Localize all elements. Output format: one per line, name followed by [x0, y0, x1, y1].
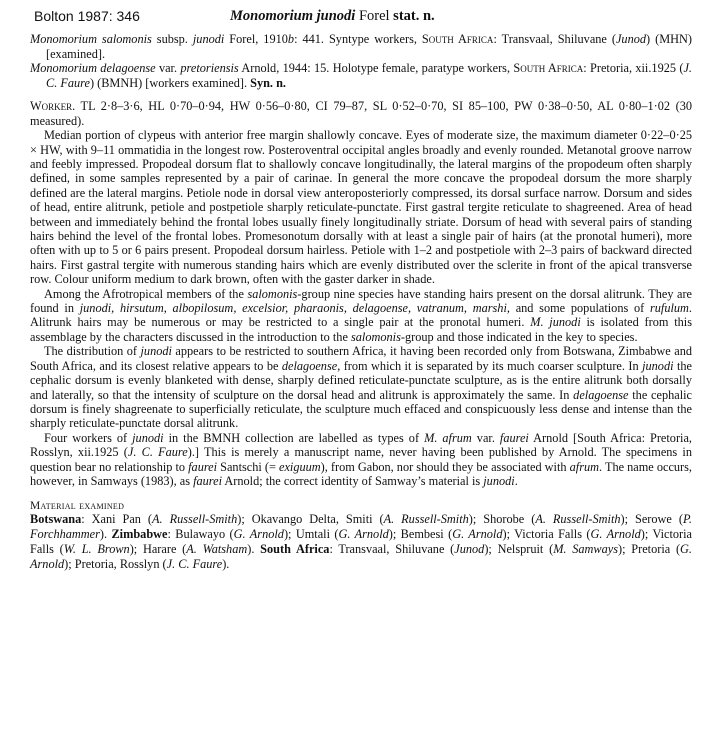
synonymy-block [30, 32, 692, 90]
country-south-africa: South Africa [260, 542, 330, 557]
discussion-paragraph: Among the Afrotropical members of the salomonis-group nine species have standing hairs present on the dorsal alitrunk. They are found in junodi, hirsutum, albopilosum, excelsior, pharaonis, delagoense, vatranum, marshi, and some populations of rufulum. Alitrunk hairs may be numerous or may be restricted to a single pair at the pronotal humeri. M. junodi is isolated from this assemblage by the characters discussed in the introduction to the salomonis-group and those indicated in the key to species. [30, 286, 692, 344]
material-list: Botswana: Xani Pan (A. Russell-Smith); Okavango Delta, Smiti (A. Russell-Smith); Shorobe (A. Russell-Smith); Serowe (P. Forchhammer). Zimbabwe: Bulawayo (G. Arnold); Umtali (G. Arnold); Bembesi (G. Arnold); Victoria Falls (G. Arnold); Victoria Falls (W. L. Brown); Harare (A. Watsham). South Africa: Transvaal, Shiluvane (Junod); Nelspruit (M. Samways); Pretoria (G. Arnold); Pretoria, Rosslyn (J. C. Faure). [30, 512, 693, 572]
citation-reference: Bolton 1987: 346 [34, 8, 140, 24]
species-status: stat. n. [393, 8, 435, 24]
worker-description: Median portion of clypeus with anterior free margin shallowly concave. Eyes of moderate size, the maximum diameter 0·22–0·25 × HW, with 9–11 ommatidia in the longest row. Posteroventral occipital angles broadly and evenly rounded. Metanotal groove narrow and feebly impressed. Propodeal dorsum flat to shallowly concave longitudinally, the lateral margins of the propodeum often sharply defined, in some samples represented by a pair of carinae. In general the more concave the propodeal dorsum the more sharply defined are the lateral margins. Petiole node in dorsal view anteroposteriorly compressed, its dorsal surface narrow. Dorsum and sides of head, entire alitrunk, petiole and postpetiole sharply reticulate-punctate. First gastral tergite reticulate to shagreened. Area of head between and immediately behind the frontal lobes usually finely longitudinally striate. Dorsum of head with several pairs of standing hairs behind the level of the frontal lobes. Promesonotum dorsally with at least a single pair of hairs (at the pronotal humeri), more often with up to 5 or 6 pairs present. Propodeal dorsum hairless. Petiole with 1–2 and postpetiole with 2–3 pairs of backward directed hairs. First gastral tergite with numerous standing hairs which are evenly distributed over the sclerite in front of the apical transverse row. Colour uniform medium to dark brown, often with the gaster darker in shade. [30, 128, 692, 287]
species-name: Monomorium junodi [230, 8, 356, 24]
synonym-entry: Monomorium delagoense var. pretoriensis Arnold, 1944: 15. Holotype female, paratype workers, South Africa: Pretoria, xii.1925 (J. C. Faure) (BMNH) [workers examined]. Syn. n. [30, 61, 693, 90]
page-header [30, 8, 692, 32]
country-zimbabwe: Zimbabwe [111, 527, 168, 542]
synonym-entry: Monomorium salomonis subsp. junodi Forel, 1910b: 441. Syntype workers, South Africa: Transvaal, Shiluvane (Junod) (MHN) [examined]. [30, 32, 692, 61]
worker-measurements: Worker. TL 2·8–3·6, HL 0·70–0·94, HW 0·56–0·80, CI 79–87, SL 0·52–0·70, SI 85–100, PW 0·38–0·50, AL 0·80–1·02 (30 measured). [30, 99, 692, 128]
document-page [30, 8, 692, 572]
species-heading [230, 8, 435, 25]
worker-label: Worker. [30, 99, 76, 114]
material-heading: Material examined [30, 500, 125, 513]
country-botswana: Botswana [30, 512, 82, 527]
distribution-paragraph: The distribution of junodi appears to be restricted to southern Africa, it having been recorded only from Botswana, Zimbabwe and South Africa, and its closest relative appears to be delagoense, from which it is separated by its much coarser sculpture. In junodi the cephalic dorsum is evenly blanketed with dense, sharply defined reticulate-punctate sculpture, as is the entire alitrunk both dorsally and laterally, so that the intensity of sculpture on the dorsal head and alitrunk is approximately the same. In delagoense the cephalic dorsum is finely shagreenate to superficially reticulate, the sculpture much effaced and conspicuously less dense and intense than the sharply reticulate-punctate dorsal alitrunk. [30, 344, 692, 431]
species-author: Forel [355, 8, 394, 24]
type-note-paragraph: Four workers of junodi in the BMNH collection are labelled as types of M. afrum var. faurei Arnold [South Africa: Pretoria, Rosslyn, xii.1925 (J. C. Faure).] This is merely a manuscript name, never having been published by Arnold. The specimens in question bear no relationship to faurei Santschi (= exiguum), from Gabon, nor should they be associated with afrum. The name occurs, however, in Samways (1983), as faurei Arnold; the correct identity of Samway’s material is junodi. [30, 430, 693, 488]
